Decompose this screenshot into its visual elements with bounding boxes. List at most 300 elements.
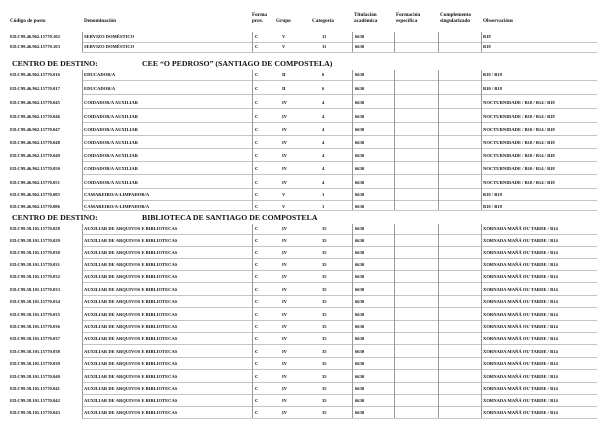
cell-codigo: ED.C99.58.101.15770.034 bbox=[10, 299, 60, 304]
header-categoria: Categoría bbox=[312, 18, 334, 24]
cell-observaciones: XORNADA MAÑÁ OU TARDE / B14 bbox=[483, 250, 558, 255]
row-divider bbox=[82, 210, 597, 211]
table-row bbox=[0, 359, 615, 369]
cell-titulacion: 6630 bbox=[355, 72, 365, 77]
row-divider bbox=[82, 94, 597, 95]
column-divider bbox=[352, 70, 353, 210]
cell-categoria: 35 bbox=[322, 299, 327, 304]
cell-denominacion: AUXILIAR DE ARQUIVOS E BIBLIOTECAS bbox=[84, 250, 178, 255]
cell-denominacion: AUXILIAR DE ARQUIVOS E BIBLIOTECAS bbox=[84, 226, 178, 231]
cell-codigo: ED.C99.58.101.15770.030 bbox=[10, 250, 60, 255]
section-heading-cee-pedroso bbox=[0, 58, 615, 70]
cell-observaciones: NOCTURNIDADE / B10 / B14 / B18 bbox=[483, 153, 555, 158]
row-divider bbox=[82, 258, 597, 259]
cell-titulacion: 6630 bbox=[355, 349, 365, 354]
cell-categoria: 35 bbox=[322, 274, 327, 279]
row-divider bbox=[82, 307, 597, 308]
cell-codigo: ED.C99.46.962.15770.046 bbox=[10, 114, 60, 119]
row-divider bbox=[82, 369, 597, 370]
row-divider bbox=[82, 234, 597, 235]
cell-grupo: IV bbox=[282, 299, 288, 304]
cell-titulacion: 6630 bbox=[355, 34, 365, 39]
cell-codigo: ED.C99.46.962.15770.050 bbox=[10, 166, 60, 171]
header-titulacion-line2: académica bbox=[354, 17, 378, 24]
cell-forma: C bbox=[255, 262, 259, 267]
cell-observaciones: NOCTURNIDADE / B10 / B14 / B18 bbox=[483, 166, 555, 171]
table-row bbox=[0, 260, 615, 270]
row-divider bbox=[82, 80, 597, 81]
cell-categoria: 4 bbox=[322, 153, 325, 158]
table-row bbox=[0, 164, 615, 174]
cell-denominacion: AUXILIAR DE ARQUIVOS E BIBLIOTECAS bbox=[84, 336, 178, 341]
cell-forma: C bbox=[255, 349, 259, 354]
cell-observaciones: XORNADA MAÑÁ OU TARDE / B14 bbox=[483, 386, 558, 391]
header-formacion-line2: específica bbox=[396, 17, 418, 24]
table-row bbox=[0, 236, 615, 246]
row-divider bbox=[82, 122, 597, 123]
cell-grupo: IV bbox=[282, 336, 288, 341]
cell-observaciones: NOCTURNIDADE / B10 / B14 / B18 bbox=[483, 140, 555, 145]
cell-titulacion: 6630 bbox=[355, 226, 365, 231]
row-divider bbox=[82, 246, 597, 247]
cell-titulacion: 6630 bbox=[355, 86, 365, 91]
cell-grupo: IV bbox=[282, 398, 288, 403]
header-titulacion bbox=[354, 13, 377, 24]
header-codigo: Código de posto bbox=[10, 18, 46, 24]
cell-categoria: 1 bbox=[322, 204, 325, 209]
cell-codigo: ED.C99.58.101.15770.042 bbox=[10, 398, 60, 403]
cell-grupo: IV bbox=[282, 386, 288, 391]
table-row bbox=[0, 32, 615, 42]
cell-denominacion: AUXILIAR DE ARQUIVOS E BIBLIOTECAS bbox=[84, 410, 178, 415]
cell-codigo: ED.C99.46.962.15770.016 bbox=[10, 72, 60, 77]
cell-codigo: ED.C99.58.101.15770.041 bbox=[10, 386, 60, 391]
column-divider bbox=[438, 70, 439, 210]
cell-denominacion: AUXILIAR DE ARQUIVOS E BIBLIOTECAS bbox=[84, 398, 178, 403]
cell-titulacion: 6630 bbox=[355, 410, 365, 415]
row-divider bbox=[82, 270, 597, 271]
cell-observaciones: NOCTURNIDADE / B10 / B14 / B18 bbox=[483, 127, 555, 132]
cell-denominacion: COIDADOR/A AUXILIAR bbox=[84, 114, 138, 119]
row-divider bbox=[82, 282, 597, 283]
header-formacion bbox=[396, 13, 420, 24]
cell-grupo: IV bbox=[282, 238, 288, 243]
header-observaciones: Observacións bbox=[483, 18, 513, 24]
cell-observaciones: B10 / B18 bbox=[483, 192, 502, 197]
cell-categoria: 4 bbox=[322, 180, 325, 185]
cell-grupo: IV bbox=[282, 140, 288, 145]
cell-denominacion: CAMAREIRO/A-LIMPADOR/A bbox=[84, 192, 150, 197]
cell-titulacion: 6630 bbox=[355, 374, 365, 379]
cell-forma: C bbox=[255, 86, 259, 91]
cell-codigo: ED.C99.58.101.15770.039 bbox=[10, 361, 60, 366]
row-divider bbox=[82, 295, 597, 296]
cell-forma: C bbox=[255, 44, 259, 49]
cell-observaciones: XORNADA MAÑÁ OU TARDE / B14 bbox=[483, 336, 558, 341]
cell-codigo: ED.C99.58.101.15770.036 bbox=[10, 324, 60, 329]
row-divider bbox=[82, 394, 597, 395]
section-heading-biblioteca bbox=[0, 212, 615, 224]
cell-denominacion: AUXILIAR DE ARQUIVOS E BIBLIOTECAS bbox=[84, 386, 178, 391]
cell-denominacion: AUXILIAR DE ARQUIVOS E BIBLIOTECAS bbox=[84, 238, 178, 243]
cell-observaciones: B18 bbox=[483, 44, 491, 49]
cell-codigo: ED.C99.46.962.15770.017 bbox=[10, 86, 60, 91]
cell-titulacion: 6630 bbox=[355, 262, 365, 267]
cell-grupo: V bbox=[282, 204, 286, 209]
cell-codigo: ED.C99.46.962.15770.047 bbox=[10, 127, 60, 132]
cell-denominacion: EDUCADOR/A bbox=[84, 72, 116, 77]
cell-forma: C bbox=[255, 274, 259, 279]
cell-codigo: ED.C99.46.962.15770.049 bbox=[10, 153, 60, 158]
row-divider bbox=[82, 332, 597, 333]
table-row bbox=[0, 84, 615, 94]
cell-titulacion: 6630 bbox=[355, 274, 365, 279]
table-row bbox=[0, 334, 615, 344]
header-complemento-line1: Complemento bbox=[440, 12, 472, 18]
cell-denominacion: SERVIZO DOMÉSTICO bbox=[84, 44, 135, 49]
cell-categoria: 35 bbox=[322, 287, 327, 292]
cell-observaciones: XORNADA MAÑÁ OU TARDE / B14 bbox=[483, 274, 558, 279]
cell-forma: C bbox=[255, 361, 259, 366]
cell-categoria: 35 bbox=[322, 410, 327, 415]
header-forma-line2: prov. bbox=[252, 17, 264, 24]
cell-denominacion: SERVIZO DOMÉSTICO bbox=[84, 34, 135, 39]
cell-categoria: 4 bbox=[322, 100, 325, 105]
cell-forma: C bbox=[255, 100, 259, 105]
table-row bbox=[0, 396, 615, 406]
cell-categoria: 6 bbox=[322, 86, 325, 91]
cell-grupo: V bbox=[282, 192, 286, 197]
row-divider bbox=[82, 200, 597, 201]
cell-grupo: IV bbox=[282, 374, 288, 379]
cell-titulacion: 6630 bbox=[355, 336, 365, 341]
cell-forma: C bbox=[255, 336, 259, 341]
section-name: BIBLIOTECA DE SANTIAGO DE COMPOSTELA bbox=[142, 213, 318, 222]
header-complemento-line2: singularizado bbox=[440, 17, 470, 24]
cell-categoria: 6 bbox=[322, 72, 325, 77]
cell-denominacion: CAMAREIRO/A-LIMPADOR/A bbox=[84, 204, 150, 209]
cell-grupo: IV bbox=[282, 274, 288, 279]
column-divider bbox=[481, 32, 482, 52]
cell-grupo: IV bbox=[282, 166, 288, 171]
cell-denominacion: AUXILIAR DE ARQUIVOS E BIBLIOTECAS bbox=[84, 312, 178, 317]
cell-grupo: II bbox=[282, 72, 286, 77]
header-denominacion: Denominación bbox=[84, 18, 116, 24]
cell-titulacion: 6630 bbox=[355, 114, 365, 119]
cell-denominacion: COIDADOR/A AUXILIAR bbox=[84, 140, 138, 145]
cell-titulacion: 6630 bbox=[355, 361, 365, 366]
cell-forma: C bbox=[255, 114, 259, 119]
cell-forma: C bbox=[255, 299, 259, 304]
cell-titulacion: 6630 bbox=[355, 324, 365, 329]
cell-codigo: ED.C99.58.101.15770.035 bbox=[10, 312, 60, 317]
cell-categoria: 11 bbox=[322, 44, 327, 49]
cell-categoria: 35 bbox=[322, 398, 327, 403]
cell-denominacion: AUXILIAR DE ARQUIVOS E BIBLIOTECAS bbox=[84, 361, 178, 366]
row-divider bbox=[82, 108, 597, 109]
table-row bbox=[0, 112, 615, 122]
cell-forma: C bbox=[255, 180, 259, 185]
cell-forma: C bbox=[255, 204, 259, 209]
column-divider bbox=[481, 224, 482, 418]
column-divider bbox=[252, 70, 253, 210]
column-divider bbox=[82, 224, 83, 418]
cell-forma: C bbox=[255, 166, 259, 171]
cell-observaciones: XORNADA MAÑÁ OU TARDE / B14 bbox=[483, 410, 558, 415]
cell-codigo: ED.C99.46.962.15770.103 bbox=[10, 44, 60, 49]
cell-observaciones: XORNADA MAÑÁ OU TARDE / B14 bbox=[483, 262, 558, 267]
cell-titulacion: 6630 bbox=[355, 192, 365, 197]
cell-titulacion: 6630 bbox=[355, 299, 365, 304]
cell-categoria: 35 bbox=[322, 386, 327, 391]
row-divider bbox=[82, 188, 597, 189]
cell-codigo: ED.C99.46.962.15770.048 bbox=[10, 140, 60, 145]
cell-grupo: IV bbox=[282, 312, 288, 317]
cell-forma: C bbox=[255, 287, 259, 292]
row-divider bbox=[82, 418, 597, 419]
cell-observaciones: XORNADA MAÑÁ OU TARDE / B14 bbox=[483, 312, 558, 317]
cell-forma: C bbox=[255, 324, 259, 329]
section-label: CENTRO DE DESTINO: bbox=[12, 213, 98, 222]
cell-observaciones: XORNADA MAÑÁ OU TARDE / B14 bbox=[483, 361, 558, 366]
cell-denominacion: COIDADOR/A AUXILIAR bbox=[84, 153, 138, 158]
cell-denominacion: EDUCADOR/A bbox=[84, 86, 116, 91]
cell-titulacion: 6630 bbox=[355, 140, 365, 145]
table-row bbox=[0, 384, 615, 394]
table-row bbox=[0, 248, 615, 258]
table-row bbox=[0, 138, 615, 148]
header-titulacion-line1: Titulación bbox=[354, 12, 377, 18]
row-divider bbox=[82, 357, 597, 358]
cell-titulacion: 6630 bbox=[355, 287, 365, 292]
table-row bbox=[0, 98, 615, 108]
cell-forma: C bbox=[255, 127, 259, 132]
cell-observaciones: NOCTURNIDADE / B10 / B14 / B18 bbox=[483, 180, 555, 185]
cell-categoria: 4 bbox=[322, 166, 325, 171]
cell-titulacion: 6630 bbox=[355, 100, 365, 105]
cell-codigo: ED.C99.46.962.15770.085 bbox=[10, 192, 60, 197]
cell-grupo: IV bbox=[282, 226, 288, 231]
cell-observaciones: XORNADA MAÑÁ OU TARDE / B14 bbox=[483, 374, 558, 379]
cell-observaciones: B10 / B18 bbox=[483, 204, 502, 209]
cell-forma: C bbox=[255, 374, 259, 379]
cell-categoria: 35 bbox=[322, 349, 327, 354]
row-divider bbox=[82, 344, 597, 345]
row-divider bbox=[82, 52, 597, 53]
cell-forma: C bbox=[255, 410, 259, 415]
cell-denominacion: AUXILIAR DE ARQUIVOS E BIBLIOTECAS bbox=[84, 349, 178, 354]
cell-titulacion: 6630 bbox=[355, 127, 365, 132]
cell-codigo: ED.C99.46.962.15770.051 bbox=[10, 180, 60, 185]
cell-forma: C bbox=[255, 312, 259, 317]
cell-grupo: IV bbox=[282, 287, 288, 292]
table-row bbox=[0, 190, 615, 200]
cell-observaciones: XORNADA MAÑÁ OU TARDE / B14 bbox=[483, 238, 558, 243]
cell-observaciones: NOCTURNIDADE / B10 / B14 / B18 bbox=[483, 100, 555, 105]
cell-categoria: 35 bbox=[322, 238, 327, 243]
table-row bbox=[0, 372, 615, 382]
table-row bbox=[0, 322, 615, 332]
cell-titulacion: 6630 bbox=[355, 398, 365, 403]
table-row bbox=[0, 178, 615, 188]
cell-observaciones: XORNADA MAÑÁ OU TARDE / B14 bbox=[483, 324, 558, 329]
cell-forma: C bbox=[255, 153, 259, 158]
cell-observaciones: XORNADA MAÑÁ OU TARDE / B14 bbox=[483, 287, 558, 292]
cell-codigo: ED.C99.58.101.15770.037 bbox=[10, 336, 60, 341]
cell-grupo: IV bbox=[282, 361, 288, 366]
cell-forma: C bbox=[255, 226, 259, 231]
cell-categoria: 35 bbox=[322, 336, 327, 341]
cell-forma: C bbox=[255, 192, 259, 197]
column-divider bbox=[252, 224, 253, 418]
column-divider bbox=[394, 224, 395, 418]
column-divider bbox=[82, 32, 83, 52]
cell-codigo: ED.C99.58.101.15770.043 bbox=[10, 410, 60, 415]
column-divider bbox=[481, 70, 482, 210]
cell-forma: C bbox=[255, 398, 259, 403]
table-row bbox=[0, 310, 615, 320]
row-divider bbox=[82, 174, 597, 175]
cell-codigo: ED.C99.46.962.15770.086 bbox=[10, 204, 60, 209]
header-forma-line1: Forma bbox=[252, 12, 267, 18]
cell-grupo: V bbox=[282, 34, 286, 39]
header-complemento bbox=[440, 13, 471, 24]
table-row bbox=[0, 285, 615, 295]
cell-denominacion: COIDADOR/A AUXILIAR bbox=[84, 127, 138, 132]
cell-categoria: 35 bbox=[322, 324, 327, 329]
cell-categoria: 35 bbox=[322, 361, 327, 366]
section-name: CEE “O PEDROSO” (SANTIAGO DE COMPOSTELA) bbox=[142, 59, 333, 68]
table-row bbox=[0, 297, 615, 307]
table-row bbox=[0, 224, 615, 234]
row-divider bbox=[82, 42, 597, 43]
cell-grupo: IV bbox=[282, 262, 288, 267]
table-row bbox=[0, 272, 615, 282]
cell-codigo: ED.C99.58.101.15770.040 bbox=[10, 374, 60, 379]
cell-titulacion: 6630 bbox=[355, 166, 365, 171]
cell-codigo: ED.C99.58.101.15770.029 bbox=[10, 238, 60, 243]
column-divider bbox=[352, 32, 353, 52]
cell-forma: C bbox=[255, 72, 259, 77]
table-row bbox=[0, 125, 615, 135]
cell-titulacion: 6630 bbox=[355, 204, 365, 209]
cell-forma: C bbox=[255, 140, 259, 145]
table-row bbox=[0, 347, 615, 357]
cell-forma: C bbox=[255, 34, 259, 39]
cell-denominacion: AUXILIAR DE ARQUIVOS E BIBLIOTECAS bbox=[84, 324, 178, 329]
cell-observaciones: XORNADA MAÑÁ OU TARDE / B14 bbox=[483, 299, 558, 304]
cell-grupo: IV bbox=[282, 410, 288, 415]
cell-denominacion: COIDADOR/A AUXILIAR bbox=[84, 166, 138, 171]
cell-codigo: ED.C99.46.962.15770.102 bbox=[10, 34, 60, 39]
row-divider bbox=[82, 161, 597, 162]
cell-denominacion: COIDADOR/A AUXILIAR bbox=[84, 100, 138, 105]
cell-codigo: ED.C99.58.101.15770.032 bbox=[10, 274, 60, 279]
column-divider bbox=[82, 70, 83, 210]
cell-forma: C bbox=[255, 250, 259, 255]
column-divider bbox=[394, 32, 395, 52]
cell-denominacion: AUXILIAR DE ARQUIVOS E BIBLIOTECAS bbox=[84, 299, 178, 304]
cell-titulacion: 6630 bbox=[355, 386, 365, 391]
table-row bbox=[0, 70, 615, 80]
cell-observaciones: B10 / B18 bbox=[483, 72, 502, 77]
cell-grupo: IV bbox=[282, 153, 288, 158]
section-label: CENTRO DE DESTINO: bbox=[12, 59, 98, 68]
header-grupo: Grupo bbox=[276, 18, 291, 24]
cell-observaciones: B10 / B18 bbox=[483, 86, 502, 91]
cell-titulacion: 6630 bbox=[355, 180, 365, 185]
cell-categoria: 4 bbox=[322, 140, 325, 145]
cell-categoria: 35 bbox=[322, 262, 327, 267]
cell-grupo: II bbox=[282, 86, 286, 91]
row-divider bbox=[82, 135, 597, 136]
header-formacion-line1: Formación bbox=[396, 12, 421, 18]
cell-forma: C bbox=[255, 238, 259, 243]
cell-denominacion: AUXILIAR DE ARQUIVOS E BIBLIOTECAS bbox=[84, 287, 178, 292]
cell-categoria: 35 bbox=[322, 226, 327, 231]
cell-grupo: IV bbox=[282, 349, 288, 354]
cell-categoria: 35 bbox=[322, 250, 327, 255]
cell-grupo: V bbox=[282, 44, 286, 49]
cell-denominacion: AUXILIAR DE ARQUIVOS E BIBLIOTECAS bbox=[84, 374, 178, 379]
cell-titulacion: 6630 bbox=[355, 153, 365, 158]
cell-grupo: IV bbox=[282, 180, 288, 185]
cell-grupo: IV bbox=[282, 114, 288, 119]
cell-codigo: ED.C99.46.962.15770.045 bbox=[10, 100, 60, 105]
cell-titulacion: 6630 bbox=[355, 44, 365, 49]
cell-grupo: IV bbox=[282, 250, 288, 255]
cell-titulacion: 6630 bbox=[355, 238, 365, 243]
cell-codigo: ED.C99.58.101.15770.028 bbox=[10, 226, 60, 231]
cell-codigo: ED.C99.58.101.15770.031 bbox=[10, 262, 60, 267]
cell-observaciones: XORNADA MAÑÁ OU TARDE / B14 bbox=[483, 349, 558, 354]
cell-categoria: 35 bbox=[322, 374, 327, 379]
cell-categoria: 1 bbox=[322, 192, 325, 197]
column-divider bbox=[438, 224, 439, 418]
row-divider bbox=[82, 382, 597, 383]
cell-titulacion: 6630 bbox=[355, 312, 365, 317]
cell-denominacion: AUXILIAR DE ARQUIVOS E BIBLIOTECAS bbox=[84, 274, 178, 279]
cell-categoria: 11 bbox=[322, 34, 327, 39]
cell-observaciones: XORNADA MAÑÁ OU TARDE / B14 bbox=[483, 398, 558, 403]
cell-titulacion: 6630 bbox=[355, 250, 365, 255]
cell-forma: C bbox=[255, 386, 259, 391]
table-row bbox=[0, 42, 615, 52]
cell-grupo: IV bbox=[282, 324, 288, 329]
cell-grupo: IV bbox=[282, 100, 288, 105]
cell-denominacion: AUXILIAR DE ARQUIVOS E BIBLIOTECAS bbox=[84, 262, 178, 267]
cell-observaciones: XORNADA MAÑÁ OU TARDE / B14 bbox=[483, 226, 558, 231]
header-forma bbox=[252, 13, 267, 24]
cell-categoria: 4 bbox=[322, 114, 325, 119]
row-divider bbox=[82, 406, 597, 407]
cell-categoria: 4 bbox=[322, 127, 325, 132]
column-divider bbox=[438, 32, 439, 52]
cell-observaciones: NOCTURNIDADE / B10 / B14 / B18 bbox=[483, 114, 555, 119]
table-row bbox=[0, 408, 615, 418]
cell-grupo: IV bbox=[282, 127, 288, 132]
row-divider bbox=[82, 320, 597, 321]
cell-codigo: ED.C99.58.101.15770.033 bbox=[10, 287, 60, 292]
cell-observaciones: B18 bbox=[483, 34, 491, 39]
cell-codigo: ED.C99.58.101.15770.038 bbox=[10, 349, 60, 354]
column-divider bbox=[352, 224, 353, 418]
column-divider bbox=[252, 32, 253, 52]
cell-categoria: 35 bbox=[322, 312, 327, 317]
table-row bbox=[0, 151, 615, 161]
row-divider bbox=[82, 148, 597, 149]
column-divider bbox=[394, 70, 395, 210]
